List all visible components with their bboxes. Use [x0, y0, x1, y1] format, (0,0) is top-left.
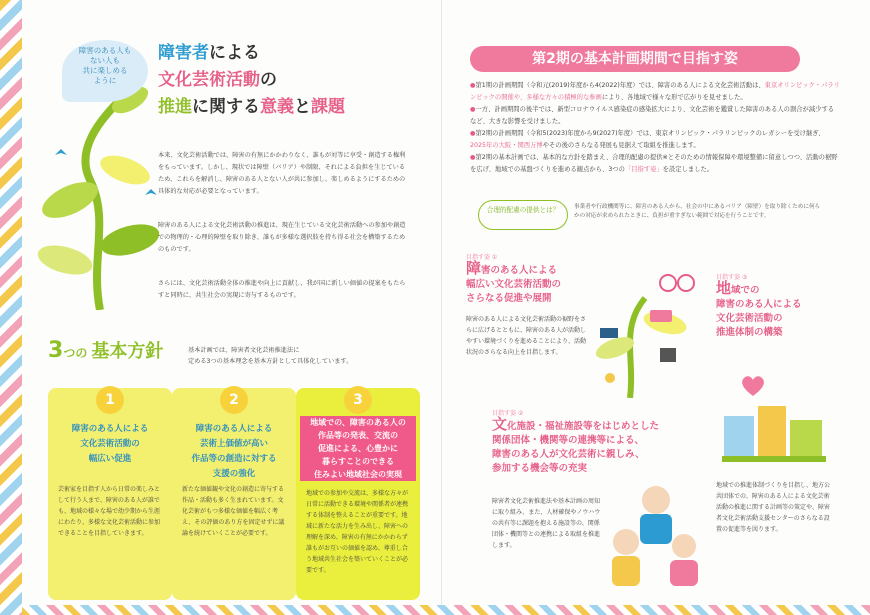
policy-card-2	[172, 388, 296, 600]
right-banner: 第2期の基本計画期間で目指す姿	[470, 46, 800, 72]
goal-label: 目指す姿 ①	[466, 254, 498, 261]
title-text: の	[260, 70, 277, 90]
people-illustration	[604, 480, 704, 590]
goal-title: 文化施設・福祉施設等をはじめとした 関係団体・機関等の連携等による、 障害のある人が文化芸術に親しみ、 参加する機会等の充実	[492, 415, 660, 474]
title-keyword: 意義	[260, 97, 294, 117]
goal-1	[466, 252, 586, 358]
goal-body: 障害のある人による文化芸術活動の裾野をさらに広げるとともに、障害のある人が活動しやすい環境づくりを進めることにより、活動状況のさらなる向上を目指します。	[466, 316, 587, 356]
card-number: 3	[344, 386, 372, 414]
policy-card-1	[48, 388, 172, 600]
heading-line: 支援の強化	[212, 469, 256, 479]
point-item: ●第2期の計画期間（令和5(2023)年度から9(2027)年度）では、東京オリンピック・パラリンピックのレガシーを受け継ぎ、2025年の大阪・関西万博やその後のさらなる発展も見据えて取組を推進します。	[470, 130, 825, 149]
title-keyword: 推進	[158, 97, 192, 117]
bubble-line: 障害のある人も	[78, 46, 132, 55]
section-title: 基本方針	[91, 341, 164, 362]
heading-line: 芸術上価値が高い	[199, 439, 268, 449]
policy-card-3	[296, 388, 420, 600]
page-title	[158, 40, 345, 121]
section-number: 3	[48, 338, 64, 363]
city-illustration	[722, 396, 826, 466]
goal-label: 目指す姿 ③	[716, 274, 748, 281]
title-keyword: 障害者	[158, 43, 209, 63]
point-item: ●第2期の基本計画では、基本的な方針を踏まえ、合理的配慮の提供※とそのための情報保障や環境整備に留意しつつ、活動の裾野を広げ、地域での基盤づくりを進める観点から、3つの「目指す姿」を設定しました。	[470, 154, 838, 173]
heading-line: 住みよい地域社会の実現	[314, 470, 402, 479]
card-number: 2	[220, 386, 248, 414]
bullet-icon: ●	[470, 82, 476, 89]
section-description	[188, 345, 352, 367]
intro-paragraph: 障害のある人による文化芸術活動の推進は、現在生じている文化芸術活動への参加や創造での物理的・心理的障壁を取り除き、誰もが多様な選択肢を持ち得る社会を構築するためのものです。	[158, 222, 406, 253]
bullet-icon: ●	[470, 130, 476, 137]
bubble-line: ように	[93, 76, 117, 85]
heading-line: 文化芸術活動の	[80, 439, 140, 449]
desc-line: 基本計画では、障害者文化芸術推進法に	[188, 347, 300, 354]
title-text: と	[294, 97, 311, 117]
heading-line: 作品等の創造に対する	[191, 454, 277, 464]
faq-answer: 事業者や行政機関等に、障害のある人から、社会の中にあるバリア（障壁）を取り除くために何らかの対応が求められたときに、負担が重すぎない範囲で対応を行うことです。	[574, 204, 821, 219]
heading-line: 作品等の発表、交流の	[318, 431, 398, 440]
heading-line: 障害のある人による	[71, 424, 149, 434]
card-heading	[300, 416, 416, 481]
goal-body: 地域での推進体制づくりを目指し、地方公共団体での、障害のある人による文化芸術活動の推進に関する計画等の策定や、障害者文化芸術活動支援センターのさらなる設置の促進等を図ります。	[716, 482, 831, 533]
faq-bubble: 合理的配慮の提供とは？	[478, 200, 568, 230]
goal-3	[716, 272, 836, 340]
bullet-icon: ●	[470, 154, 476, 161]
title-keyword: 課題	[311, 97, 345, 117]
goal-label: 目指す姿 ②	[492, 410, 524, 417]
title-text: による	[209, 43, 260, 63]
section-suffix: つの	[63, 346, 88, 360]
heading-line: 促進による、心豊かに	[318, 444, 398, 453]
goal-2	[492, 408, 702, 476]
bottom-stripe-border	[22, 605, 870, 615]
goal-title: 障害のある人による 幅広い文化芸術活動の さらなる促進や展開	[466, 259, 562, 304]
card-heading	[180, 422, 288, 482]
bullet-icon: ●	[470, 106, 476, 113]
music-plant-illustration	[590, 258, 700, 398]
left-stripe-border	[0, 0, 22, 615]
card-body: 地域での参加や交流は、多様な方々が日常に活動できる環境や関係者が連携する体制を整えることが重要です。地域に新たな活力を生み出し、障害への理解を深め、障害の有無にかかわらず誰もがお互いの価値を認め、尊重し合う地域共生社会を築いていくことが必要です。	[306, 490, 409, 574]
title-keyword: 文化芸術活動	[158, 70, 260, 90]
card-body: 芸術家を目指す人から日常の楽しみとして行う人まで、障害のある人が誰でも、地域の様々な場で幼少期から生涯にわたり、多様な文化芸術活動に参加できることを目指していきます。	[58, 486, 161, 537]
card-body: 新たな価値観や文化の創造に寄与する作品・活動も多く生まれています。文化芸術がもつ多様な価値を幅広く考え、その評価のあり方を固定せずに議論を続けていくことが必要です。	[182, 486, 285, 537]
card-heading	[56, 422, 164, 467]
heading-line: 障害のある人による	[195, 424, 273, 434]
page-fold	[441, 0, 442, 605]
title-text: に関する	[192, 97, 260, 117]
desc-line: 定める3つの基本理念を基本方針として具体化しています。	[188, 358, 353, 365]
intro-paragraph: 本来、文化芸術活動では、障害の有無にかかわりなく、誰もが対等に享受・創造する権利をもっています。しかし、現状では障壁（バリア）や制限、それによる負担を生じているため、これらを解消し、障害のある人とない人が共に参加し、楽しめるようにするための具体的な対応が必要となっています。	[158, 152, 406, 195]
section-heading	[48, 337, 163, 363]
bubble-line: ない人も	[90, 56, 120, 65]
heading-line: 地域での、障害のある人の	[310, 418, 406, 427]
heart-icon	[738, 372, 768, 398]
heading-line: 暮らすことのできる	[322, 457, 394, 466]
heading-line: 幅広い促進	[88, 454, 132, 464]
intro-paragraph: さらには、文化芸術活動全体の推進や向上に貢献し、我が国に新しい価値の提案をもたらすと同時に、共生社会の実現に寄与するものです。	[158, 280, 406, 299]
tagline-bubble	[62, 40, 148, 102]
point-item: ●一方、計画期間の後半では、新型コロナウイルス感染症の感染拡大により、文化芸術を鑑賞した障害のある人の割合が減少するなど、大きな影響を受けました。	[470, 106, 835, 125]
bubble-line: 共に楽しめる	[82, 66, 128, 75]
point-item: ●第1期の計画期間（令和元(2019)年度から4(2022)年度）では、障害のある人による文化芸術活動は、東京オリンピック・パラリンピックの開催や、多様な方々の積極的な参画により、各地域で様々な形で広がりを見せました。	[470, 82, 840, 101]
goal-body: 障害者文化芸術推進法や基本計画の周知に取り組み、また、人材確保やノウハウの共有等に課題を抱える施設等の、関係団体・機関等との連携による取組を推進します。	[492, 498, 601, 549]
goal-title: 地域での 障害のある人による 文化芸術活動の 推進体制の構築	[716, 279, 802, 338]
background-points	[470, 80, 840, 176]
card-number: 1	[96, 386, 124, 414]
